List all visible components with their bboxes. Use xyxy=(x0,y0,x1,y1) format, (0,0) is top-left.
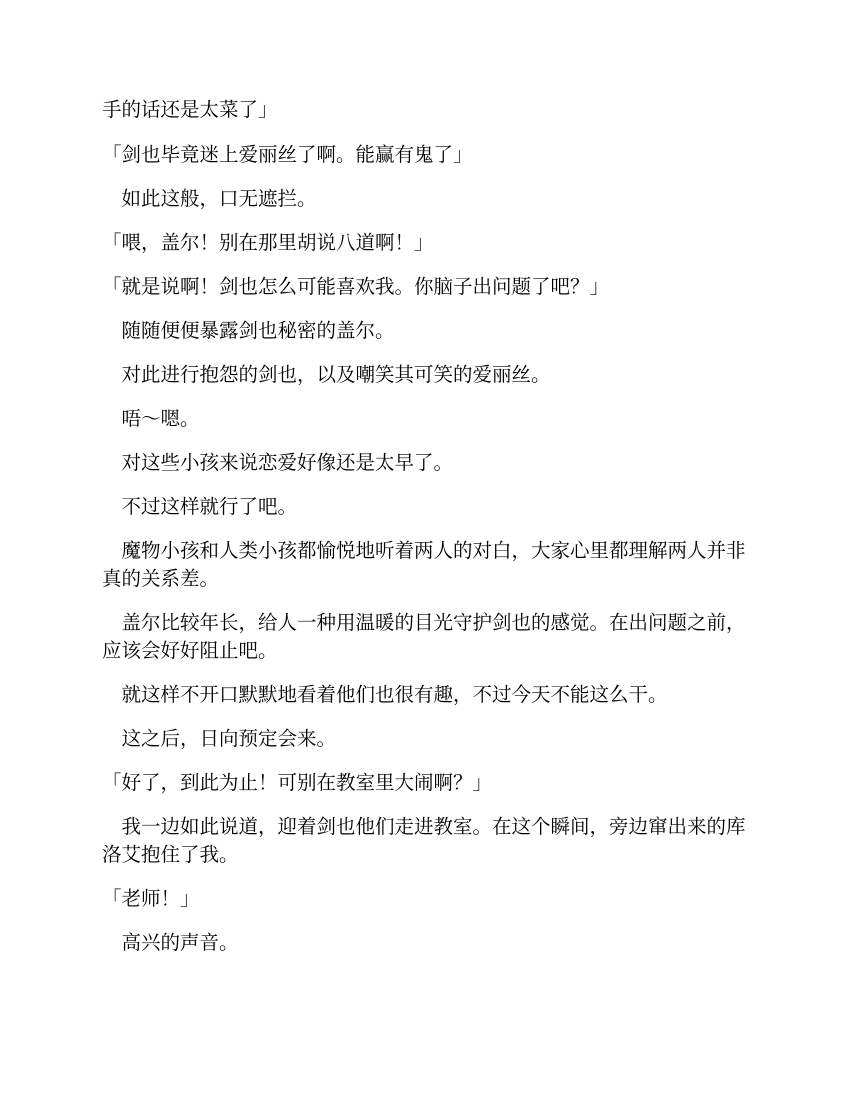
text-body xyxy=(102,96,752,973)
paragraph: 高兴的声音。 xyxy=(102,931,239,954)
paragraph: 「好了，到此为止！可别在教室里大闹啊？」 xyxy=(102,771,493,794)
paragraph: 盖尔比较年长，给人一种用温暖的目光守护剑也的感觉。在出问题之前，应该会好好阻止吧。 xyxy=(102,611,746,662)
paragraph: 唔～嗯。 xyxy=(102,407,200,430)
paragraph: 不过这样就行了吧。 xyxy=(102,495,298,518)
paragraph: 我一边如此说道，迎着剑也他们走进教室。在这个瞬间，旁边窜出来的库洛艾抱住了我。 xyxy=(102,815,746,866)
paragraph: 如此这般，口无遮拦。 xyxy=(102,187,317,210)
paragraph: 手的话还是太菜了」 xyxy=(102,98,278,121)
paragraph: 「喂，盖尔！别在那里胡说八道啊！」 xyxy=(102,231,434,254)
paragraph: 魔物小孩和人类小孩都愉悦地听着两人的对白，大家心里都理解两人并非真的关系差。 xyxy=(102,539,746,590)
paragraph: 这之后，日向预定会来。 xyxy=(102,727,337,750)
paragraph: 「老师！」 xyxy=(102,887,200,910)
paragraph: 「剑也毕竟迷上爱丽丝了啊。能赢有鬼了」 xyxy=(102,143,473,166)
paragraph: 就这样不开口默默地看着他们也很有趣，不过今天不能这么干。 xyxy=(102,683,668,706)
paragraph: 「就是说啊！剑也怎么可能喜欢我。你脑子出问题了吧？」 xyxy=(102,275,610,298)
paragraph: 对此进行抱怨的剑也，以及嘲笑其可笑的爱丽丝。 xyxy=(102,363,551,386)
paragraph: 对这些小孩来说恋爱好像还是太早了。 xyxy=(102,451,454,474)
paragraph: 随随便便暴露剑也秘密的盖尔。 xyxy=(102,319,395,342)
